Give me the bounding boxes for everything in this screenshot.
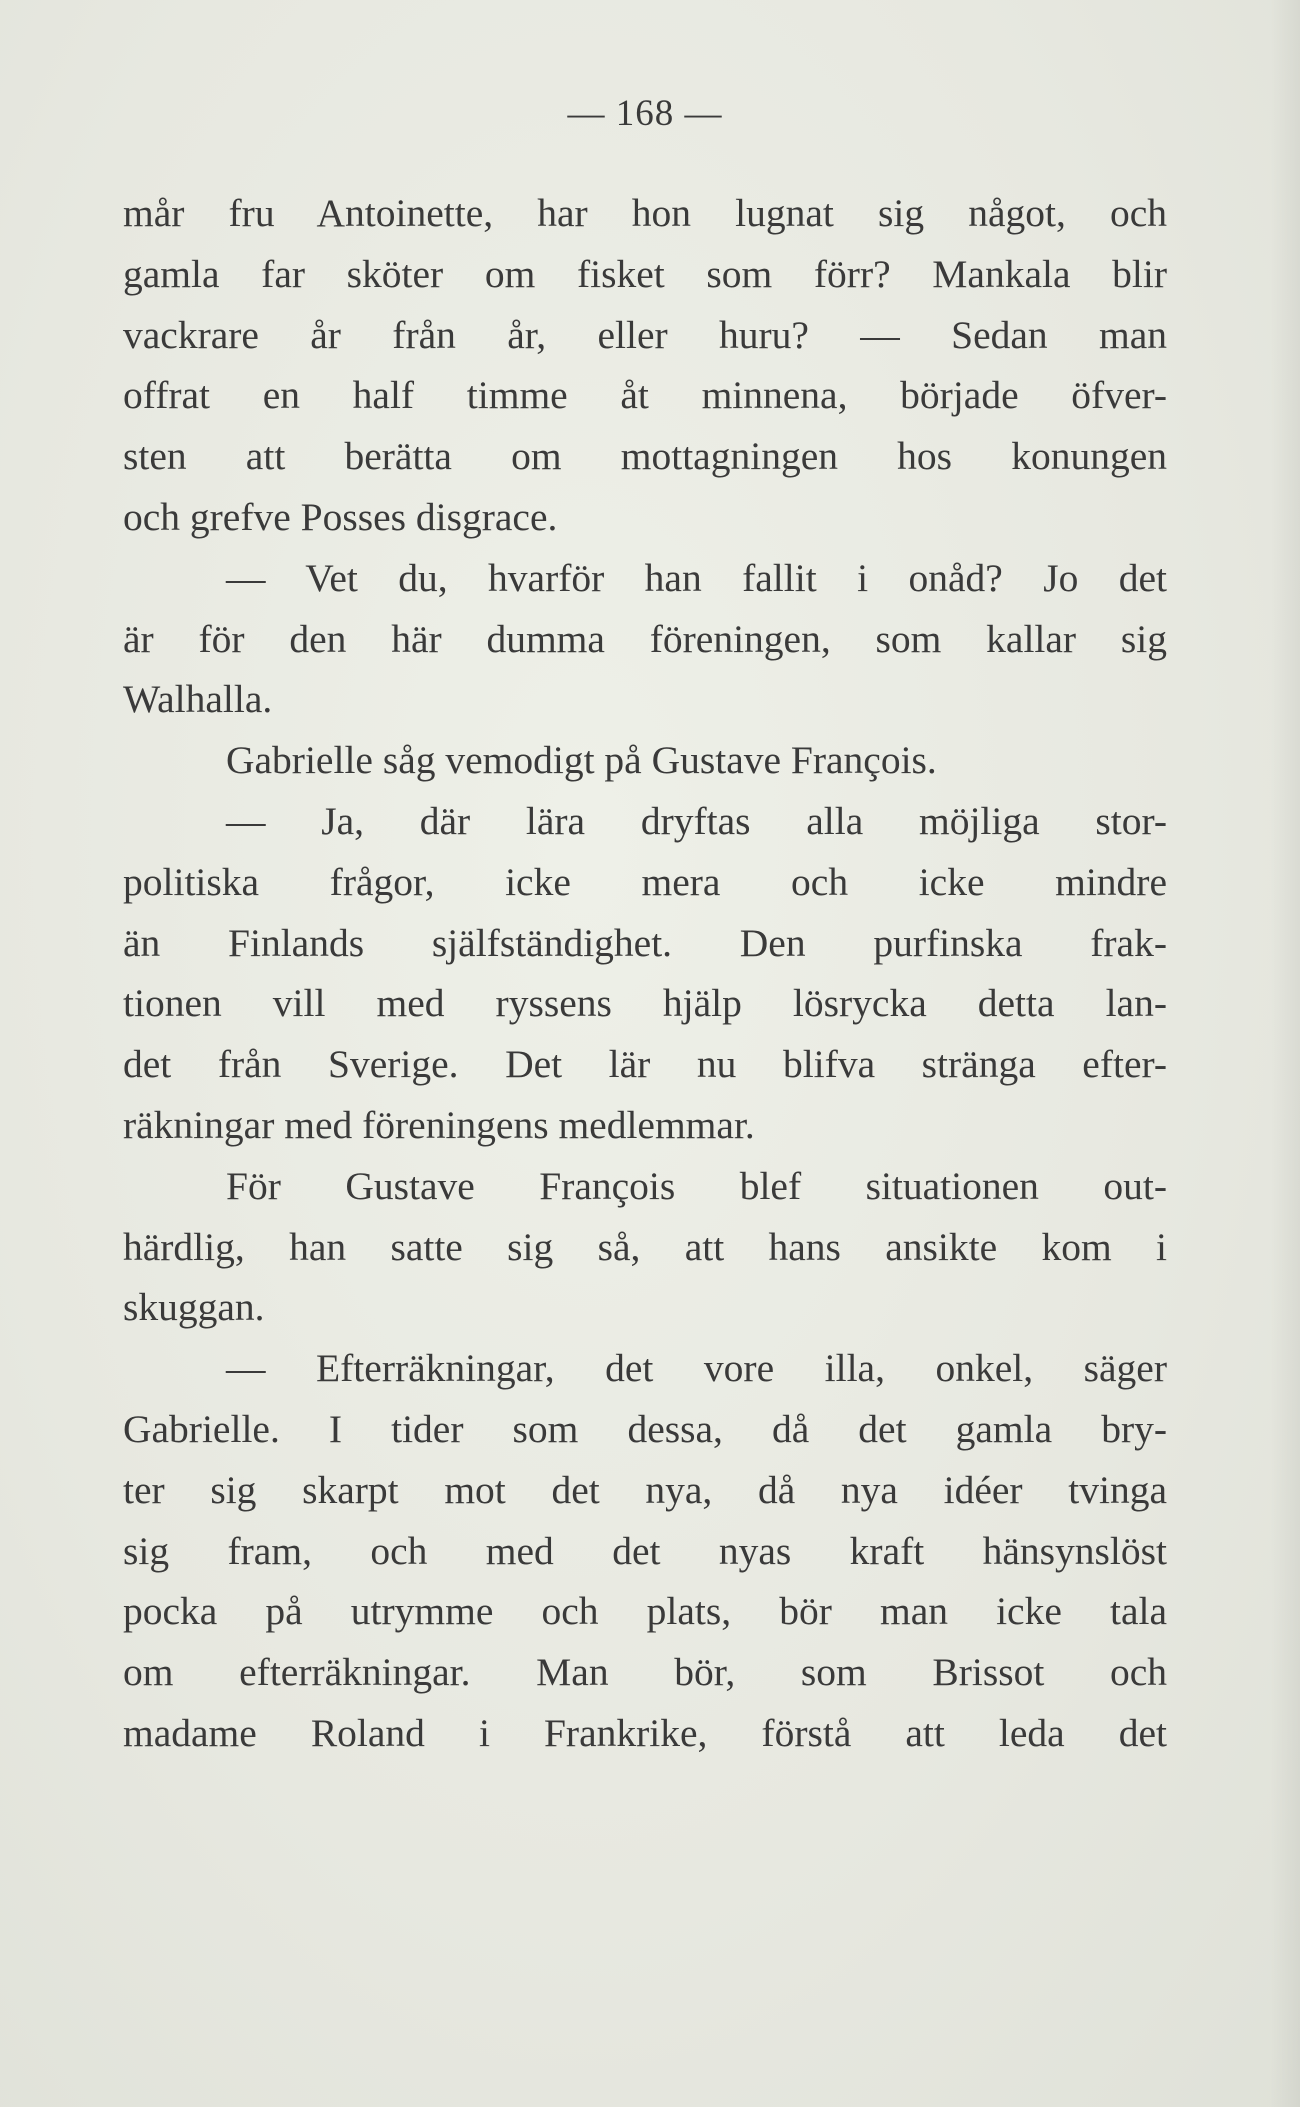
text-line: vackrare år från år, eller huru? — Sedan man [123,312,1167,357]
text-line: sten att berätta om mottagningen hos konungen [123,434,1167,479]
text-line: pocka på utrymme och plats, bör man icke tala [123,1589,1167,1634]
text-line: är för den här dumma föreningen, som kallar sig [123,616,1167,661]
text-line: madame Roland i Frankrike, förstå att leda det [123,1710,1167,1755]
body-text [123,183,1167,1764]
text-line: och grefve Posses disgrace. [123,494,558,539]
text-line: — Vet du, hvarför han fallit i onåd? Jo det [226,555,1167,600]
text-line: För Gustave François blef situationen out- [226,1163,1167,1208]
text-line: politiska frågor, icke mera och icke mindre [123,859,1167,904]
text-line: tionen vill med ryssens hjälp lösrycka detta lan- [123,981,1167,1026]
text-line: Gabrielle. I tider som dessa, då det gamla bry- [123,1406,1167,1451]
text-line: skuggan. [123,1285,265,1330]
text-line: mår fru Antoinette, har hon lugnat sig något, och [123,191,1167,235]
text-line: offrat en half timme åt minnena, började öfver- [123,373,1167,418]
text-line: Walhalla. [123,677,273,722]
text-line: gamla far sköter om fisket som förr? Mankala blir [123,251,1167,296]
text-line: ter sig skarpt mot det nya, då nya idéer tvinga [123,1467,1167,1512]
text-line: än Finlands själfständighet. Den purfinska frak- [123,920,1167,965]
page-edge-shadow [1270,0,1300,2107]
text-line: — Ja, där lära dryftas alla möjliga stor- [226,798,1167,843]
text-line: om efterräkningar. Man bör, som Brissot och [123,1650,1167,1695]
text-line: räkningar med föreningens medlemmar. [123,1102,755,1147]
text-line: Gabrielle såg vemodigt på Gustave François. [226,738,937,783]
text-line: härdlig, han satte sig så, att hans ansikte kom i [123,1224,1167,1269]
page-number: — 168 — [567,93,723,134]
text-line: det från Sverige. Det lär nu blifva stränga efter- [123,1042,1167,1087]
text-line: sig fram, och med det nyas kraft hänsynslöst [123,1528,1167,1573]
text-line: — Efterräkningar, det vore illa, onkel, säger [226,1346,1167,1391]
